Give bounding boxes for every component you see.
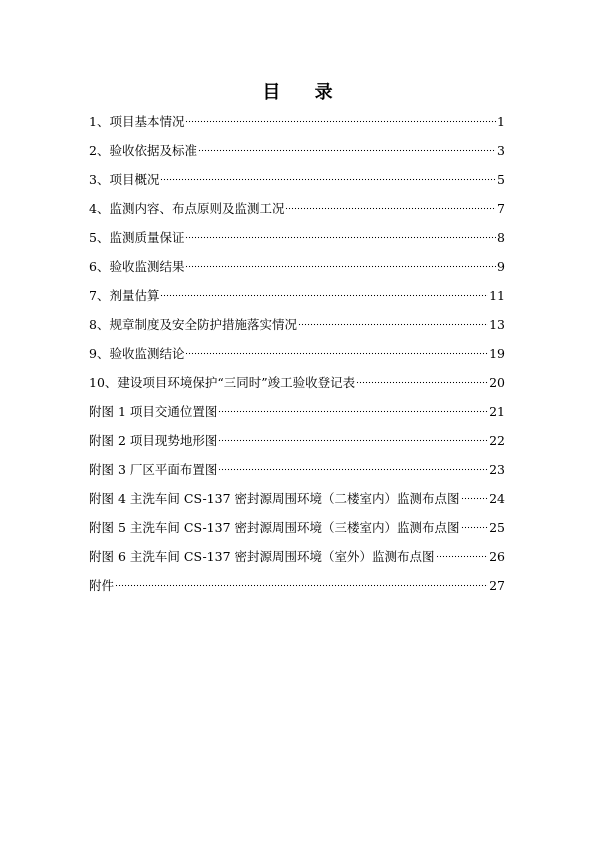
toc-dot-leader bbox=[218, 438, 488, 442]
toc-entry[interactable] bbox=[89, 201, 505, 230]
toc-page-number: 1 bbox=[497, 114, 505, 129]
toc-entry-label: 附图 6 主洗车间 CS-137 密封源周围环境（室外）监测布点图 bbox=[89, 549, 435, 564]
toc-dot-leader bbox=[356, 380, 488, 384]
toc-entry[interactable] bbox=[89, 143, 505, 172]
toc-entry-label: 1、项目基本情况 bbox=[89, 114, 185, 129]
toc-entry[interactable] bbox=[89, 433, 505, 462]
toc-dot-leader bbox=[436, 554, 489, 558]
toc-dot-leader bbox=[185, 351, 488, 355]
toc-page-number: 23 bbox=[489, 462, 505, 477]
toc-entry-label: 附图 5 主洗车间 CS-137 密封源周围环境（三楼室内）监测布点图 bbox=[89, 520, 460, 535]
toc-page-number: 5 bbox=[497, 172, 505, 187]
toc-entry-label: 3、项目概况 bbox=[89, 172, 160, 187]
toc-entry[interactable] bbox=[89, 346, 505, 375]
toc-entry[interactable] bbox=[89, 491, 505, 520]
toc-entry-label: 附件 bbox=[89, 578, 115, 593]
toc-page-number: 9 bbox=[497, 259, 505, 274]
toc-entry[interactable] bbox=[89, 520, 505, 549]
toc-dot-leader bbox=[185, 235, 496, 239]
toc-entry[interactable] bbox=[89, 114, 505, 143]
toc-entry[interactable] bbox=[89, 230, 505, 259]
toc-entry-label: 8、规章制度及安全防护措施落实情况 bbox=[89, 317, 297, 332]
toc-dot-leader bbox=[115, 583, 488, 587]
toc-page-number: 22 bbox=[489, 433, 505, 448]
toc-entry-label: 7、剂量估算 bbox=[89, 288, 160, 303]
toc-entry[interactable] bbox=[89, 578, 505, 607]
toc-page-number: 13 bbox=[489, 317, 505, 332]
toc-entry[interactable] bbox=[89, 462, 505, 491]
toc-entry-label: 9、验收监测结论 bbox=[89, 346, 185, 361]
toc-dot-leader bbox=[218, 467, 488, 471]
toc-page-number: 21 bbox=[489, 404, 505, 419]
toc-page-number: 3 bbox=[497, 143, 505, 158]
toc-entry[interactable] bbox=[89, 375, 505, 404]
toc-entry-label: 2、验收依据及标准 bbox=[89, 143, 197, 158]
toc-dot-leader bbox=[285, 206, 496, 210]
toc-page-number: 25 bbox=[489, 520, 505, 535]
toc-dot-leader bbox=[160, 293, 488, 297]
toc-entry-label: 附图 4 主洗车间 CS-137 密封源周围环境（二楼室内）监测布点图 bbox=[89, 491, 460, 506]
toc-page-number: 26 bbox=[489, 549, 505, 564]
toc-entry-label: 10、建设项目环境保护“三同时”竣工验收登记表 bbox=[89, 375, 356, 390]
toc-entry-label: 5、监测质量保证 bbox=[89, 230, 185, 245]
toc-entry-label: 4、监测内容、布点原则及监测工况 bbox=[89, 201, 285, 216]
toc-page-number: 8 bbox=[497, 230, 505, 245]
toc-page-number: 19 bbox=[489, 346, 505, 361]
toc-page-number: 20 bbox=[489, 375, 505, 390]
toc-dot-leader bbox=[160, 177, 496, 181]
toc-page-number: 27 bbox=[489, 578, 505, 593]
toc-entry[interactable] bbox=[89, 549, 505, 578]
toc-entry-label: 6、验收监测结果 bbox=[89, 259, 185, 274]
toc-dot-leader bbox=[218, 409, 488, 413]
table-of-contents bbox=[89, 114, 505, 607]
toc-entry-label: 附图 3 厂区平面布置图 bbox=[89, 462, 218, 477]
toc-entry[interactable] bbox=[89, 172, 505, 201]
toc-dot-leader bbox=[298, 322, 488, 326]
toc-entry-label: 附图 2 项目现势地形图 bbox=[89, 433, 218, 448]
toc-dot-leader bbox=[185, 264, 496, 268]
toc-entry[interactable] bbox=[89, 404, 505, 433]
toc-dot-leader bbox=[461, 496, 489, 500]
toc-entry[interactable] bbox=[89, 259, 505, 288]
toc-entry[interactable] bbox=[89, 288, 505, 317]
toc-entry-label: 附图 1 项目交通位置图 bbox=[89, 404, 218, 419]
toc-entry[interactable] bbox=[89, 317, 505, 346]
toc-page-number: 24 bbox=[489, 491, 505, 506]
toc-dot-leader bbox=[185, 119, 496, 123]
toc-page-number: 11 bbox=[489, 288, 505, 303]
toc-dot-leader bbox=[461, 525, 489, 529]
toc-dot-leader bbox=[198, 148, 496, 152]
page-title: 目 录 bbox=[262, 82, 347, 103]
toc-page-number: 7 bbox=[497, 201, 505, 216]
